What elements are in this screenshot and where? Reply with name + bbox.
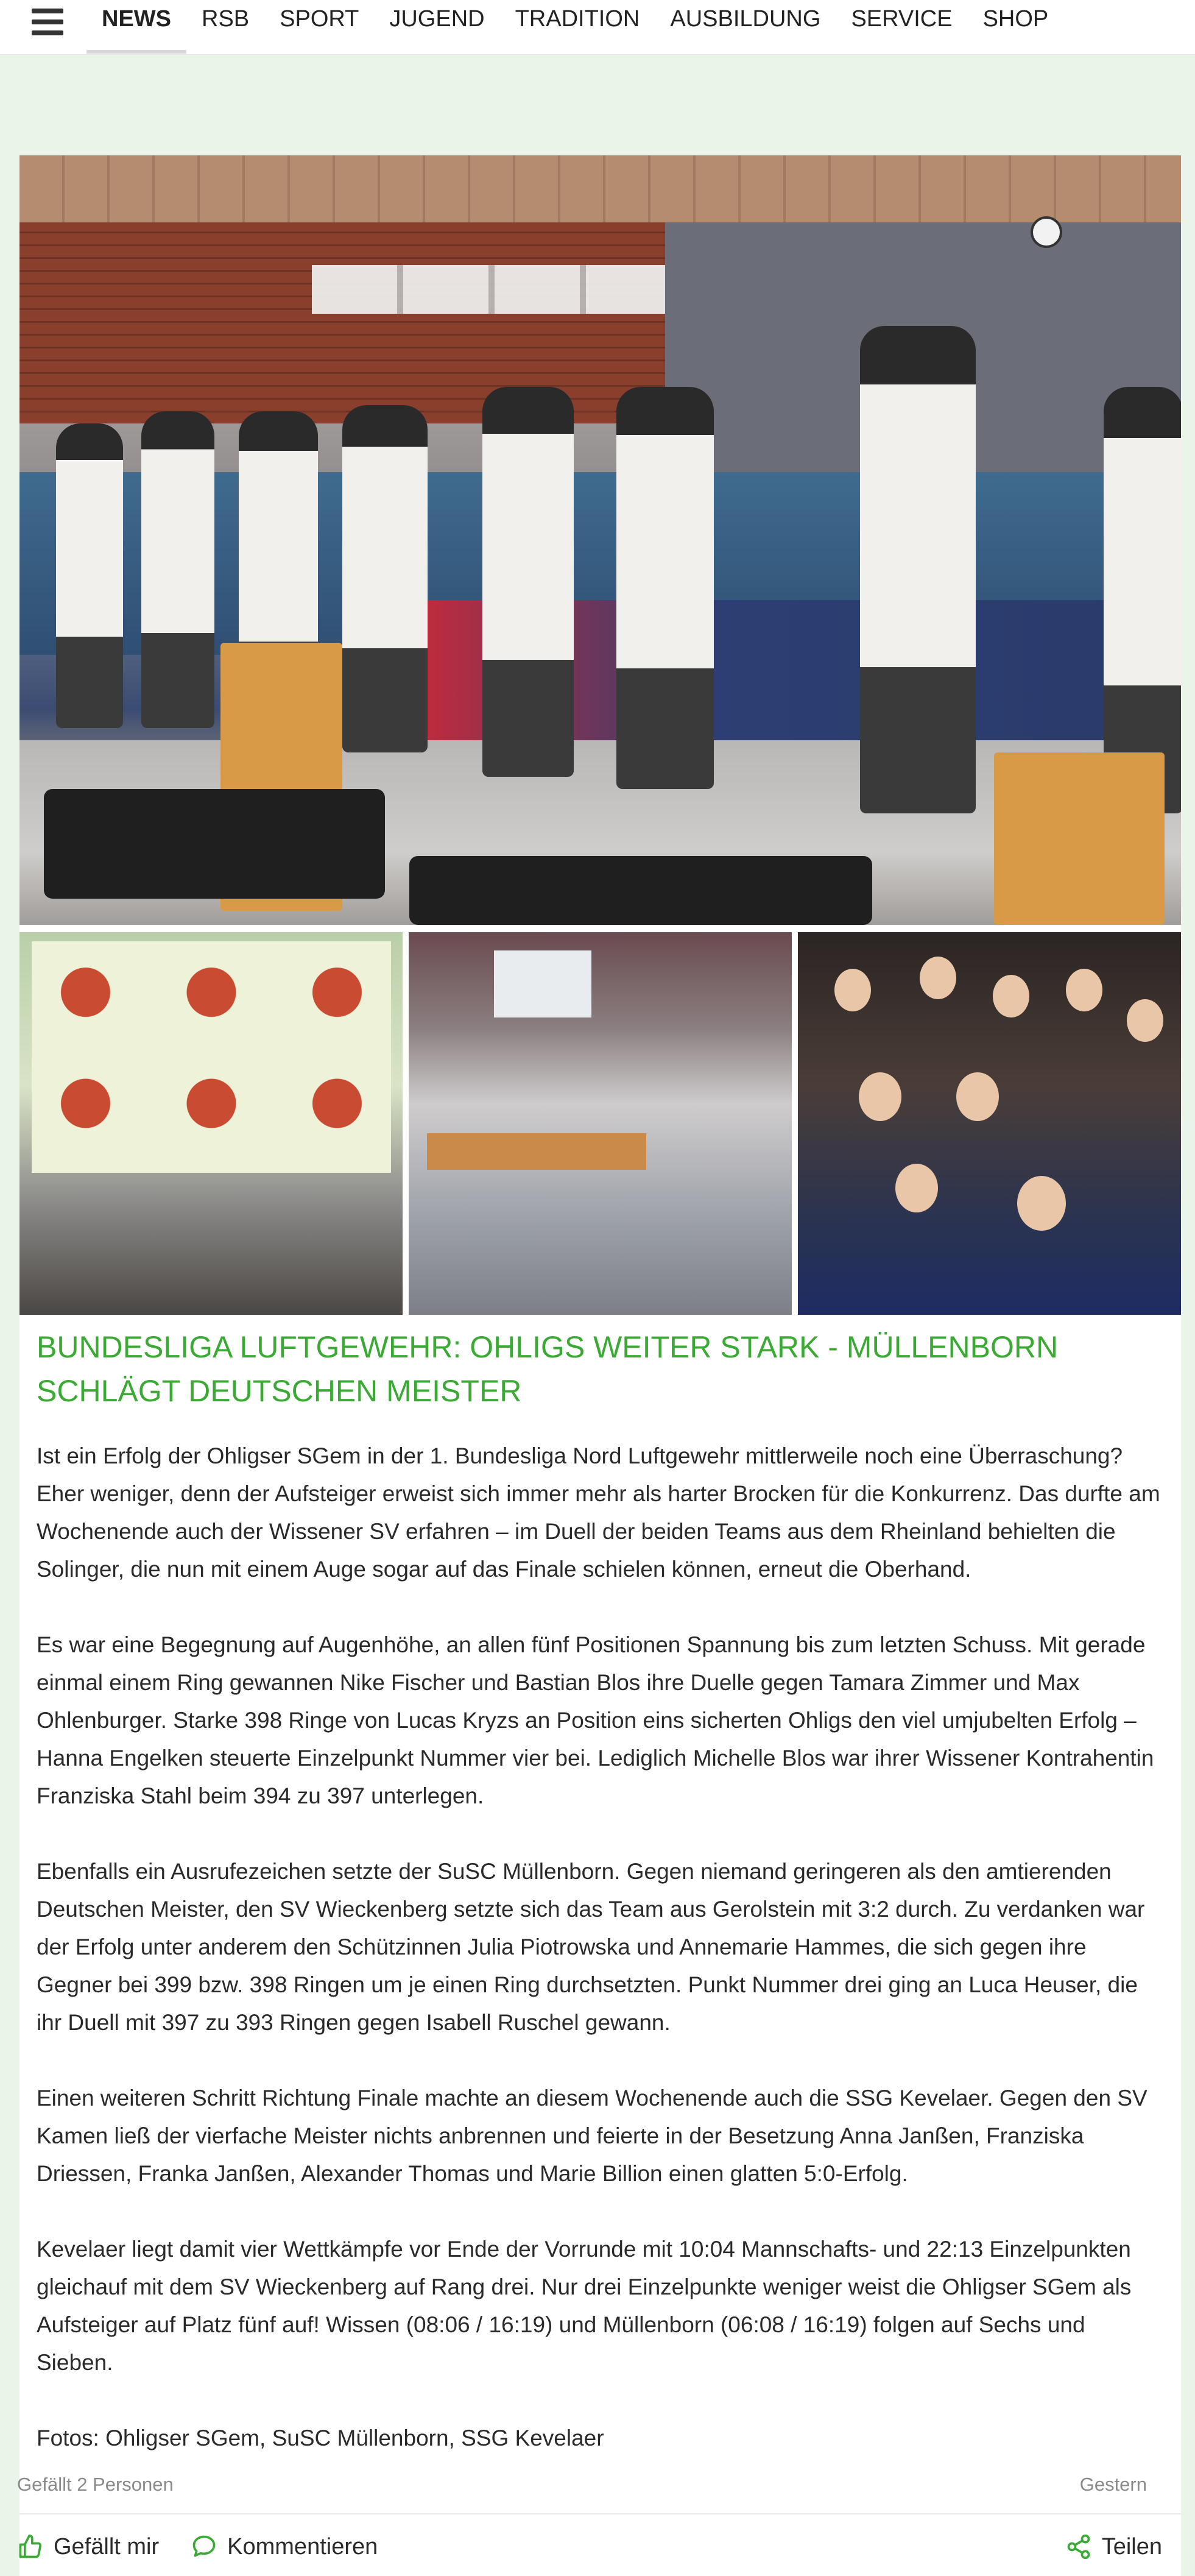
thumbnail-photo-2[interactable] (409, 932, 792, 1315)
thumbs-up-icon (17, 2533, 44, 2560)
article-paragraph: Es war eine Begegnung auf Augenhöhe, an allen fünf Positionen Spannung bis zum letzten Schuss. Mit gerade einmal einem Ring gewannen Nike Fischer und Bastian Blos ihre Duelle gegen Tamara Zimmer und Max Ohlenburger. Starke 398 Ringe von Lucas Kryzs an Position eins sicherten Ohligs den viel umjubelten Erfolg – Hanna Engelken steuerte Einzelpunkt Nummer vier bei. Lediglich Michelle Blos war ihrer Wissener Kontrahentin Franziska Stahl beim 394 zu 397 unterlegen. (37, 1632, 1154, 1808)
photo-windows (312, 265, 689, 314)
share-button[interactable] (1065, 2533, 1162, 2560)
photo-credits: Fotos: Ohligser SGem, SuSC Müllenborn, SSG Kevelaer (37, 2426, 604, 2450)
photo-face (895, 1164, 938, 1212)
article-paragraph: Ebenfalls ein Ausrufezeichen setzte der SuSC Müllenborn. Gegen niemand geringeren als den amtierenden Deutschen Meister, den SV Wieckenberg setzte sich das Team aus Gerolstein mit 3:2 durch. Zu verdanken war der Erfolg unter anderem den Schützinnen Julia Piotrowska und Annemarie Hammes, die sich gegen ihre Gegner bei 399 bzw. 398 Ringen um je einen Ring durchsetzten. Punkt Nummer drei ging an Luca Heuser, die ihr Duell mit 397 zu 393 Ringen gegen Isabell Ruschel gewann. (37, 1859, 1145, 2035)
likes-count[interactable]: Gefällt 2 Personen (17, 2474, 174, 2495)
divider (19, 2513, 1181, 2514)
article-meta (17, 2474, 1147, 2496)
photo-shooter (141, 411, 214, 728)
like-label: Gefällt mir (54, 2533, 160, 2560)
menu-icon[interactable] (32, 9, 63, 35)
comment-button[interactable] (191, 2533, 378, 2560)
nav-item-ausbildung[interactable]: AUSBILDUNG (670, 6, 821, 32)
photo-face (1127, 999, 1163, 1042)
thumbnail-photo-1[interactable] (19, 932, 403, 1315)
photo-face (993, 975, 1029, 1017)
nav-item-service[interactable]: SERVICE (851, 6, 953, 32)
comment-icon (191, 2533, 217, 2560)
article-card (19, 155, 1181, 2576)
photo-shooter (342, 405, 428, 752)
nav-item-jugend[interactable]: JUGEND (389, 6, 485, 32)
photo-case (409, 856, 872, 925)
like-button[interactable] (17, 2533, 159, 2560)
comment-label: Kommentieren (227, 2533, 378, 2560)
photo-thumbnails (19, 932, 1181, 1315)
photo-shooter (616, 387, 714, 789)
share-label: Teilen (1101, 2533, 1162, 2560)
nav-item-news[interactable]: NEWS (86, 0, 186, 54)
hero-photo[interactable] (19, 155, 1181, 925)
photo-face (920, 957, 956, 999)
nav-item-rsb[interactable]: RSB (202, 6, 250, 32)
nav-item-shop[interactable]: SHOP (982, 6, 1049, 32)
photo-face (1017, 1176, 1066, 1231)
article-headline: BUNDESLIGA LUFTGEWEHR: OHLIGS WEITER STARK - MÜLLENBORN SCHLÄGT DEUTSCHEN MEISTER (37, 1330, 1059, 1408)
photo-screen (494, 950, 591, 1017)
photo-face (956, 1072, 999, 1121)
photo-shooter (1104, 387, 1181, 813)
thumbnail-photo-3[interactable] (798, 932, 1181, 1315)
photo-shooter (482, 387, 574, 777)
post-date: Gestern (1079, 2474, 1147, 2495)
photo-ceiling (19, 155, 1181, 222)
photo-case (44, 789, 385, 899)
photo-score-board (32, 941, 391, 1173)
photo-shooter (860, 326, 976, 813)
photo-chair (994, 752, 1165, 925)
article-paragraph: Ist ein Erfolg der Ohligser SGem in der 1. Bundesliga Nord Luftgewehr mittlerweile noch eine Überraschung? Eher weniger, denn der Aufsteiger erweist sich immer mehr als harter Brocken für die Konkurrenz. Das durfte am Wochenende auch der Wissener SV erfahren – im Duell der beiden Teams aus dem Rheinland behielten die Solinger, die nun mit einem Auge sogar auf das Finale schielen können, erneut die Oberhand. (37, 1443, 1160, 1582)
photo-face (834, 969, 871, 1011)
photo-shooter (56, 423, 123, 728)
nav-list (86, 0, 1063, 55)
article-paragraph: Kevelaer liegt damit vier Wettkämpfe vor Ende der Vorrunde mit 10:04 Mannschafts- und 22:13 Einzelpunkten gleichauf mit dem SV Wieckenberg auf Rang drei. Nur drei Einzelpunkte weniger weist die Ohligser SGem als Aufsteiger auf Platz fünf auf! Wissen (08:06 / 16:19) und Müllenborn (06:08 / 16:19) folgen auf Sechs und Sieben. (37, 2237, 1132, 2375)
nav-item-sport[interactable]: SPORT (280, 6, 359, 32)
top-navigation (0, 0, 1195, 55)
share-icon (1065, 2533, 1092, 2560)
nav-item-tradition[interactable]: TRADITION (515, 6, 640, 32)
photo-table (427, 1133, 646, 1170)
photo-brick-wall (19, 222, 665, 423)
action-bar (17, 2528, 1162, 2565)
photo-face (859, 1072, 901, 1121)
article-body (37, 1437, 1166, 2495)
article-paragraph: Einen weiteren Schritt Richtung Finale machte an diesem Wochenende auch die SSG Kevelaer. Gegen den SV Kamen ließ der vierfache Meister nichts anbrennen und feierte in der Besetzung Anna Janßen, Franziska Driessen, Franka Janßen, Alexander Thomas und Marie Billion einen glatten 5:0-Erfolg. (37, 2086, 1147, 2186)
photo-face (1066, 969, 1102, 1011)
clock-icon (1031, 216, 1062, 248)
